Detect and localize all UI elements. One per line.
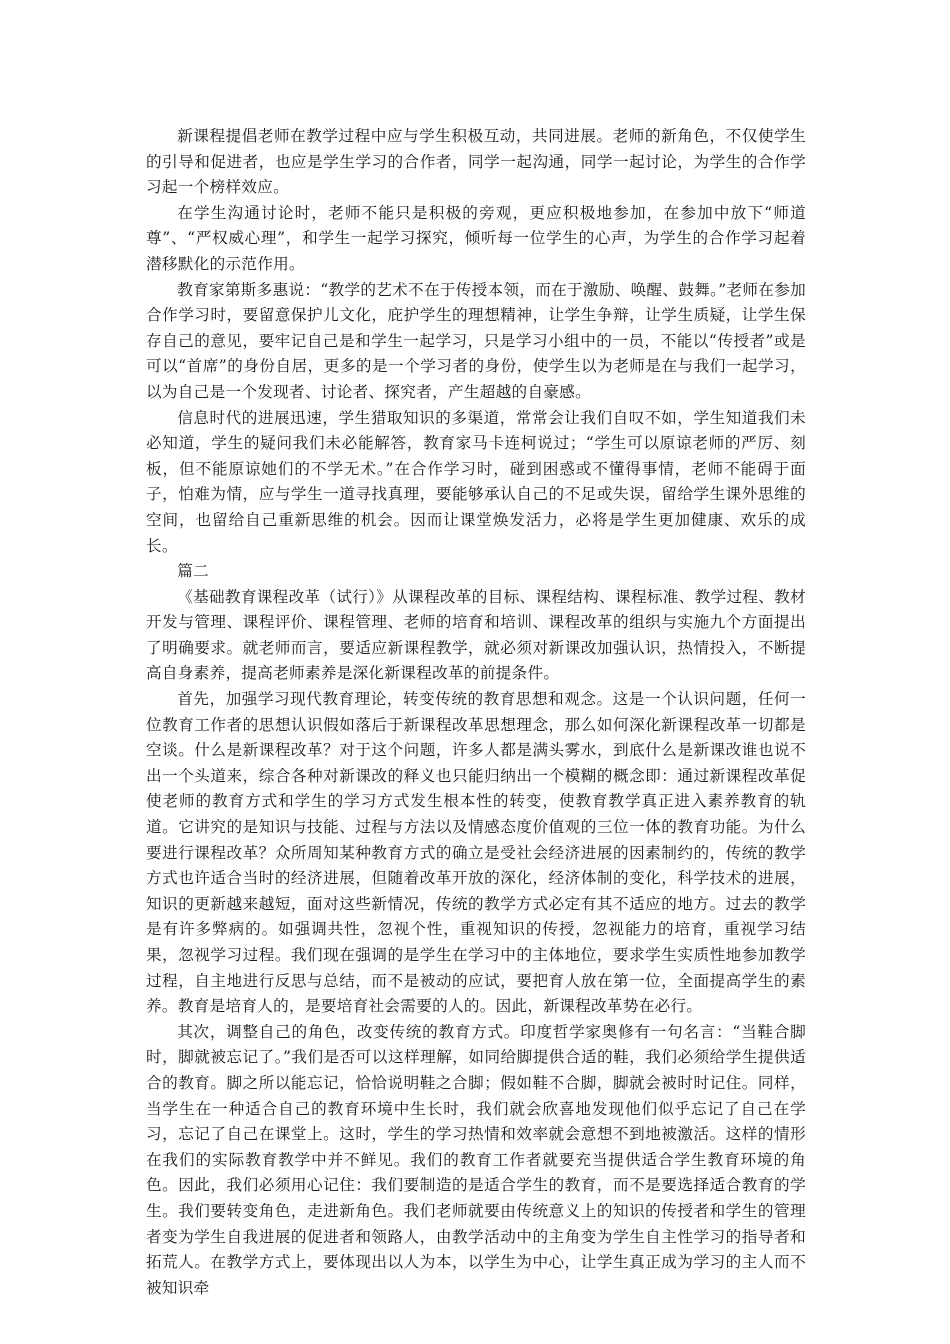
document-page	[146, 124, 806, 1301]
paragraph-7: 其次，调整自己的角色，改变传统的教育方式。印度哲学家奥修有一句名言：“当鞋合脚时，脚就被忘记了。”我们是否可以这样理解，如同给脚提供合适的鞋，我们必须给学生提供适合的教育。脚之所以能忘记，恰恰说明鞋之合脚；假如鞋不合脚，脚就会被时时记住。同样，当学生在一种适合自己的教育环境中生长时，我们就会欣喜地发现他们似乎忘记了自己在学习，忘记了自己在课堂上。这时，学生的学习热情和效率就会意想不到地被激活。这样的情形在我们的实际教育教学中并不鲜见。我们的教育工作者就要充当提供适合学生教育环境的角色。因此，我们必须用心记住：我们要制造的是适合学生的教育，而不是要选择适合教育的学生。我们要转变角色，走进新角色。我们老师就要由传统意义上的知识的传授者和学生的管理者变为学生自我进展的促进者和领路人，由教学活动中的主角变为学生自主性学习的指导者和拓荒人。在教学方式上，要体现出以人为本，以学生为中心，让学生真正成为学习的主人而不被知识牵	[146, 1022, 806, 1297]
paragraph-6: 首先，加强学习现代教育理论，转变传统的教育思想和观念。这是一个认识问题，任何一位教育工作者的思想认识假如落后于新课程改革思想理念，那么如何深化新课程改革一切都是空谈。什么是新课程改革？对于这个问题，许多人都是满头雾水，到底什么是新课改谁也说不出一个头道来，综合各种对新课改的释义也只能归纳出一个模糊的概念即：通过新课程改革促使老师的教育方式和学生的学习方式发生根本性的转变，使教育教学真正进入素养教育的轨道。它讲究的是知识与技能、过程与方法以及情感态度价值观的三位一体的教育功能。为什么要进行课程改革？众所周知某种教育方式的确立是受社会经济进展的因素制约的，传统的教学方式也许适合当时的经济进展，但随着改革开放的深化，经济体制的变化，科学技术的进展，知识的更新越来越短，面对这些新情况，传统的教学方式必定有其不适应的地方。过去的教学是有许多弊病的。如强调共性，忽视个性，重视知识的传授，忽视能力的培育，重视学习结果，忽视学习过程。我们现在强调的是学生在学习中的主体地位，要求学生实质性地参加教学过程，自主地进行反思与总结，而不是被动的应试，要把育人放在第一位，全面提高学生的素养。教育是培育人的，是要培育社会需要的人的。因此，新课程改革势在必行。	[146, 690, 806, 1016]
paragraph-1: 新课程提倡老师在教学过程中应与学生积极互动，共同进展。老师的新角色，不仅使学生的引导和促进者，也应是学生学习的合作者，同学一起沟通，同学一起讨论，为学生的合作学习起一个榜样效应。	[146, 127, 806, 197]
paragraph-4: 信息时代的进展迅速，学生猎取知识的多渠道，常常会让我们自叹不如，学生知道我们未必知道，学生的疑问我们未必能解答，教育家马卡连柯说过；“学生可以原谅老师的严厉、刻板，但不能原谅她们的不学无术。”在合作学习时，碰到困惑或不懂得事情，老师不能碍于面子，怕难为情，应与学生一道寻找真理，要能够承认自己的不足或失误，留给学生课外思维的空间，也留给自己重新思维的机会。因而让课堂焕发活力，必将是学生更加健康、欢乐的成长。	[146, 408, 806, 555]
paragraph-2: 在学生沟通讨论时，老师不能只是积极的旁观，更应积极地参加，在参加中放下“师道尊”、“严权威心理”，和学生一起学习探究，倾听每一位学生的心声，为学生的合作学习起着潜移默化的示范作用。	[146, 203, 806, 273]
paragraph-5: 《基础教育课程改革（试行）》从课程改革的目标、课程结构、课程标准、教学过程、教材开发与管理、课程评价、课程管理、老师的培育和培训、课程改革的组织与实施九个方面提出了明确要求。就老师而言，要适应新课程教学，就必须对新课改加强认识，热情投入，不断提高自身素养，提高老师素养是深化新课程改革的前提条件。	[146, 587, 806, 683]
paragraph-3: 教育家第斯多惠说：“教学的艺术不在于传授本领，而在于激励、唤醒、鼓舞。”老师在参加合作学习时，要留意保护儿文化，庇护学生的理想精神，让学生争辩，让学生质疑，让学生保存自己的意见，要牢记自己是和学生一起学习，只是学习小组中的一员，不能以“传授者”或是可以“首席”的身份自居，更多的是一个学习者的身份，使学生以为老师是在与我们一起学习，以为自己是一个发现者、讨论者、探究者，产生超越的自豪感。	[146, 280, 806, 401]
section-heading: 篇二	[177, 562, 209, 581]
